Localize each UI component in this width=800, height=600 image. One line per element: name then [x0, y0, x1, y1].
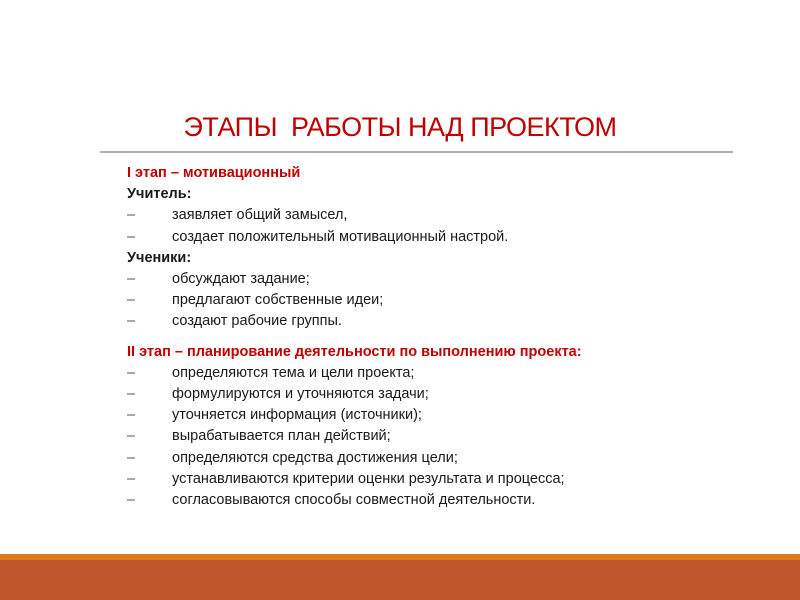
list-item: – определяются тема и цели проекта; [127, 363, 747, 384]
stage2-heading: II этап – планирование деятельности по выполнению проекта: [127, 343, 582, 360]
list-item: – устанавливаются критерии оценки результата и процесса; [127, 469, 747, 490]
teacher-label: Учитель: [127, 186, 192, 203]
list-item: – создают рабочие группы. [127, 311, 747, 332]
list-item: – формулируются и уточняются задачи; [127, 384, 747, 405]
footer-band [0, 560, 800, 600]
dash-bullet: – [127, 313, 136, 330]
dash-bullet: – [127, 292, 136, 309]
list-item: – определяются средства достижения цели; [127, 448, 747, 469]
dash-bullet: – [127, 428, 136, 445]
dash-bullet: – [127, 449, 136, 466]
list-item: – согласовываются способы совместной деятельности. [127, 490, 747, 511]
students-label: Ученики: [127, 249, 192, 266]
list-item: – создает положительный мотивационный настрой. [127, 227, 747, 248]
list-item: – вырабатывается план действий; [127, 426, 747, 447]
dash-bullet: – [127, 207, 136, 224]
title-divider [100, 151, 733, 153]
dash-bullet: – [127, 386, 136, 403]
stage1-heading: I этап – мотивационный [127, 165, 301, 181]
dash-bullet: – [127, 470, 136, 487]
list-item: – обсуждают задание; [127, 269, 747, 290]
list-item: – предлагают собственные идеи; [127, 290, 747, 311]
list-item: – уточняется информация (источники); [127, 405, 747, 426]
list-item: – заявляет общий замысел, [127, 205, 747, 226]
slide-content [127, 163, 747, 511]
dash-bullet: – [127, 271, 136, 288]
dash-bullet: – [127, 407, 136, 424]
slide-title: ЭТАПЫ РАБОТЫ НАД ПРОЕКТОМ [183, 112, 617, 142]
dash-bullet: – [127, 364, 136, 381]
dash-bullet: – [127, 228, 136, 245]
dash-bullet: – [127, 492, 136, 509]
